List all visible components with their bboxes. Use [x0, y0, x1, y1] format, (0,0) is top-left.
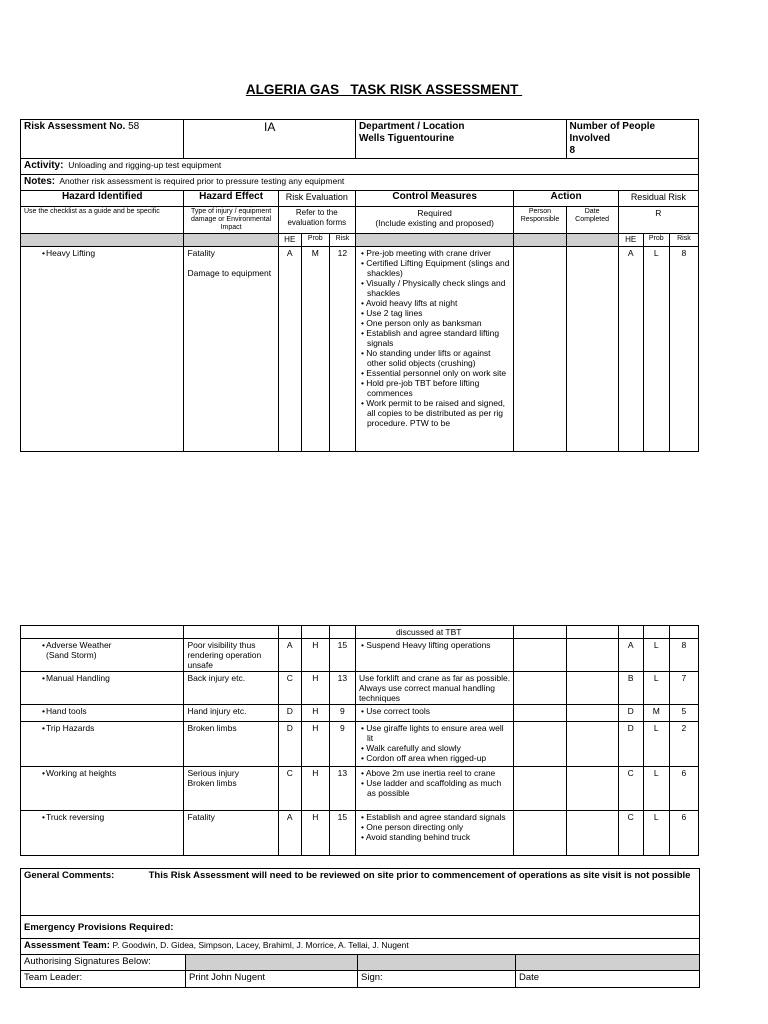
residual-risk-header: Risk — [669, 234, 698, 247]
list-item: • Use ladder and scaffolding as much as possible — [360, 778, 502, 798]
people-involved-cell: Number of People Involved 8 — [566, 120, 698, 159]
list-item: • Cordon off area when rigged-up — [360, 753, 487, 763]
prob-value: H — [301, 811, 329, 856]
risk-value: 15 — [329, 811, 355, 856]
emergency-provisions-row: Emergency Provisions Required: — [21, 916, 700, 939]
control-measures-text: Use forklift and crane as far as possible. Always use correct manual handling techniques — [355, 672, 513, 705]
people-involved-value: 8 — [569, 145, 576, 156]
residual-risk-value: 6 — [669, 767, 698, 811]
list-item: • Walk carefully and slowly — [360, 743, 461, 753]
list-item: • One person only as banksman — [360, 318, 482, 328]
risk-value: 13 — [329, 672, 355, 705]
residual-prob-value: L — [643, 247, 669, 452]
assessment-team-row: Assessment Team: P. Goodwin, D. Gidea, Simpson, Lacey, Brahiml, J. Morrice, A. Tellai, J. Nugent — [21, 939, 700, 955]
list-item: • Certified Lifting Equipment (slings and shackles) — [360, 258, 510, 278]
he-header: HE — [278, 234, 301, 247]
col-hazard-effect: Hazard Effect — [184, 191, 278, 207]
hazard-subheader: Use the checklist as a guide and be specific — [21, 207, 184, 234]
list-item: • Essential personnel only on work site — [360, 368, 507, 378]
list-item: • Work permit to be raised and signed, all copies to be distributed as per rig procedure. PTW to be — [360, 398, 506, 428]
col-residual-risk: Residual Risk — [618, 191, 698, 207]
team-leader-label: Team Leader: — [21, 971, 186, 988]
residual-prob-value: M — [643, 705, 669, 722]
residual-prob-value: L — [643, 767, 669, 811]
notes-value: Another risk assessment is required prior to pressure testing any equipment — [59, 176, 345, 186]
effect-value: Serious injury Broken limbs — [184, 767, 278, 811]
he-value: C — [278, 767, 301, 811]
prob-value: M — [301, 247, 329, 452]
residual-prob-header: Prob — [643, 234, 669, 247]
general-comments-row: General Comments: This Risk Assessment will need to be reviewed on site prior to commencement of operations as site visit is not possible — [21, 869, 700, 916]
list-item: • Above 2m use inertia reel to crane — [360, 768, 496, 778]
hazard-truck-reversing: • Truck reversing — [24, 812, 180, 822]
effect-value: Fatality — [184, 811, 278, 856]
col-control-measures: Control Measures — [355, 191, 513, 207]
department-location-cell: Department / Location Wells Tiguentourine — [355, 120, 566, 159]
table-row — [21, 247, 699, 452]
table-row — [21, 811, 699, 856]
residual-he-value: C — [618, 767, 643, 811]
residual-he-value: D — [618, 722, 643, 767]
list-item: • Avoid heavy lifts at night — [360, 298, 458, 308]
hazard-working-at-heights: • Working at heights — [24, 768, 180, 778]
risk-value: 15 — [329, 639, 355, 672]
risk-eval-subheader: Refer to the evaluation forms — [278, 207, 355, 234]
date-field: Date — [516, 971, 700, 988]
prob-value: H — [301, 767, 329, 811]
list-item: • One person directing only — [360, 822, 464, 832]
effect-value: Hand injury etc. — [184, 705, 278, 722]
hazard-adverse-weather: • Adverse Weather — [24, 640, 180, 650]
list-item: • Establish and agree standard signals — [360, 812, 506, 822]
effect-value: Fatality Damage to equipment — [184, 247, 278, 452]
table-row — [21, 639, 699, 672]
col-action: Action — [514, 191, 618, 207]
list-item: • Use 2 tag lines — [360, 308, 423, 318]
activity-row: Activity: Unloading and rigging-up test equipment — [21, 159, 699, 175]
document-title: ALGERIA GAS TASK RISK ASSESSMENT — [245, 82, 523, 97]
list-item: • Suspend Heavy lifting operations — [360, 640, 491, 650]
residual-subheader: R — [618, 207, 698, 234]
he-value: A — [278, 639, 301, 672]
risk-assessment-table-page2 — [20, 625, 699, 856]
col-hazard-identified: Hazard Identified — [21, 191, 184, 207]
ra-number-value: 58 — [128, 121, 140, 132]
list-item: • Visually / Physically check slings and shackles — [360, 278, 506, 298]
continuation-text: discussed at TBT — [355, 626, 513, 639]
he-value: A — [278, 811, 301, 856]
general-comments-value: This Risk Assessment will need to be reviewed on site prior to commencement of operations as site visit is not possible — [148, 870, 691, 881]
prob-value: H — [301, 722, 329, 767]
residual-risk-value: 7 — [669, 672, 698, 705]
authorising-signatures-label: Authorising Signatures Below: — [21, 955, 186, 971]
assessment-team-value: P. Goodwin, D. Gidea, Simpson, Lacey, Brahiml, J. Morrice, A. Tellai, J. Nugent — [112, 940, 409, 950]
ia-cell: IA — [184, 120, 355, 159]
residual-prob-value: L — [643, 811, 669, 856]
risk-value: 13 — [329, 767, 355, 811]
residual-risk-value: 2 — [669, 722, 698, 767]
list-item: • Establish and agree standard lifting signals — [360, 328, 500, 348]
table-row — [21, 705, 699, 722]
list-item: • No standing under lifts or against other solid objects (crushing) — [360, 348, 491, 368]
footer-table — [20, 868, 700, 988]
prob-value: H — [301, 672, 329, 705]
effect-value: Back injury etc. — [184, 672, 278, 705]
table-row — [21, 722, 699, 767]
date-completed-header: Date Completed — [566, 207, 618, 234]
residual-risk-value: 8 — [669, 639, 698, 672]
residual-he-value: D — [618, 705, 643, 722]
notes-row: Notes: Another risk assessment is required prior to pressure testing any equipment — [21, 175, 699, 191]
prob-value: H — [301, 639, 329, 672]
risk-header: Risk — [329, 234, 355, 247]
risk-value: 12 — [329, 247, 355, 452]
control-measures-list — [359, 248, 510, 428]
residual-he-value: B — [618, 672, 643, 705]
list-item: • Avoid standing behind truck — [360, 832, 471, 842]
residual-he-header: HE — [618, 234, 643, 247]
print-name-field: Print John Nugent — [186, 971, 358, 988]
effect-subheader: Type of injury / equipment damage or Environmental Impact — [184, 207, 278, 234]
residual-he-value: A — [618, 247, 643, 452]
he-value: D — [278, 705, 301, 722]
hazard-trip-hazards: • Trip Hazards — [24, 723, 180, 733]
department-location-value: Wells Tiguentourine — [358, 133, 455, 144]
he-value: D — [278, 722, 301, 767]
risk-value: 9 — [329, 705, 355, 722]
activity-value: Unloading and rigging-up test equipment — [68, 160, 222, 170]
residual-he-value: C — [618, 811, 643, 856]
hazard-hand-tools: • Hand tools — [24, 706, 180, 716]
residual-risk-value: 8 — [669, 247, 698, 452]
hazard-manual-handling: • Manual Handling — [24, 673, 180, 683]
effect-value: Broken limbs — [184, 722, 278, 767]
control-subheader: Required (Include existing and proposed) — [355, 207, 513, 234]
person-responsible-header: Person Responsible — [514, 207, 566, 234]
residual-prob-value: L — [643, 722, 669, 767]
hazard-subtext: (Sand Storm) — [46, 650, 97, 660]
ra-number-cell: Risk Assessment No. 58 — [21, 120, 184, 159]
sign-field: Sign: — [358, 971, 516, 988]
residual-prob-value: L — [643, 639, 669, 672]
residual-risk-value: 5 — [669, 705, 698, 722]
risk-value: 9 — [329, 722, 355, 767]
residual-risk-value: 6 — [669, 811, 698, 856]
residual-prob-value: L — [643, 672, 669, 705]
residual-he-value: A — [618, 639, 643, 672]
he-value: A — [278, 247, 301, 452]
effect-value: Poor visibility thus rendering operation unsafe — [184, 639, 278, 672]
table-row — [21, 767, 699, 811]
risk-assessment-table-page1 — [20, 119, 699, 452]
table-row — [21, 672, 699, 705]
list-item: • Hold pre-job TBT before lifting commences — [360, 378, 480, 398]
list-item: • Use correct tools — [360, 706, 431, 716]
col-risk-evaluation: Risk Evaluation — [278, 191, 355, 207]
list-item: • Use giraffe lights to ensure area well lit — [360, 723, 504, 743]
he-value: C — [278, 672, 301, 705]
prob-value: H — [301, 705, 329, 722]
list-item: • Pre-job meeting with crane driver — [360, 248, 492, 258]
prob-header: Prob — [301, 234, 329, 247]
hazard-heavy-lifting: • Heavy Lifting — [24, 248, 180, 258]
